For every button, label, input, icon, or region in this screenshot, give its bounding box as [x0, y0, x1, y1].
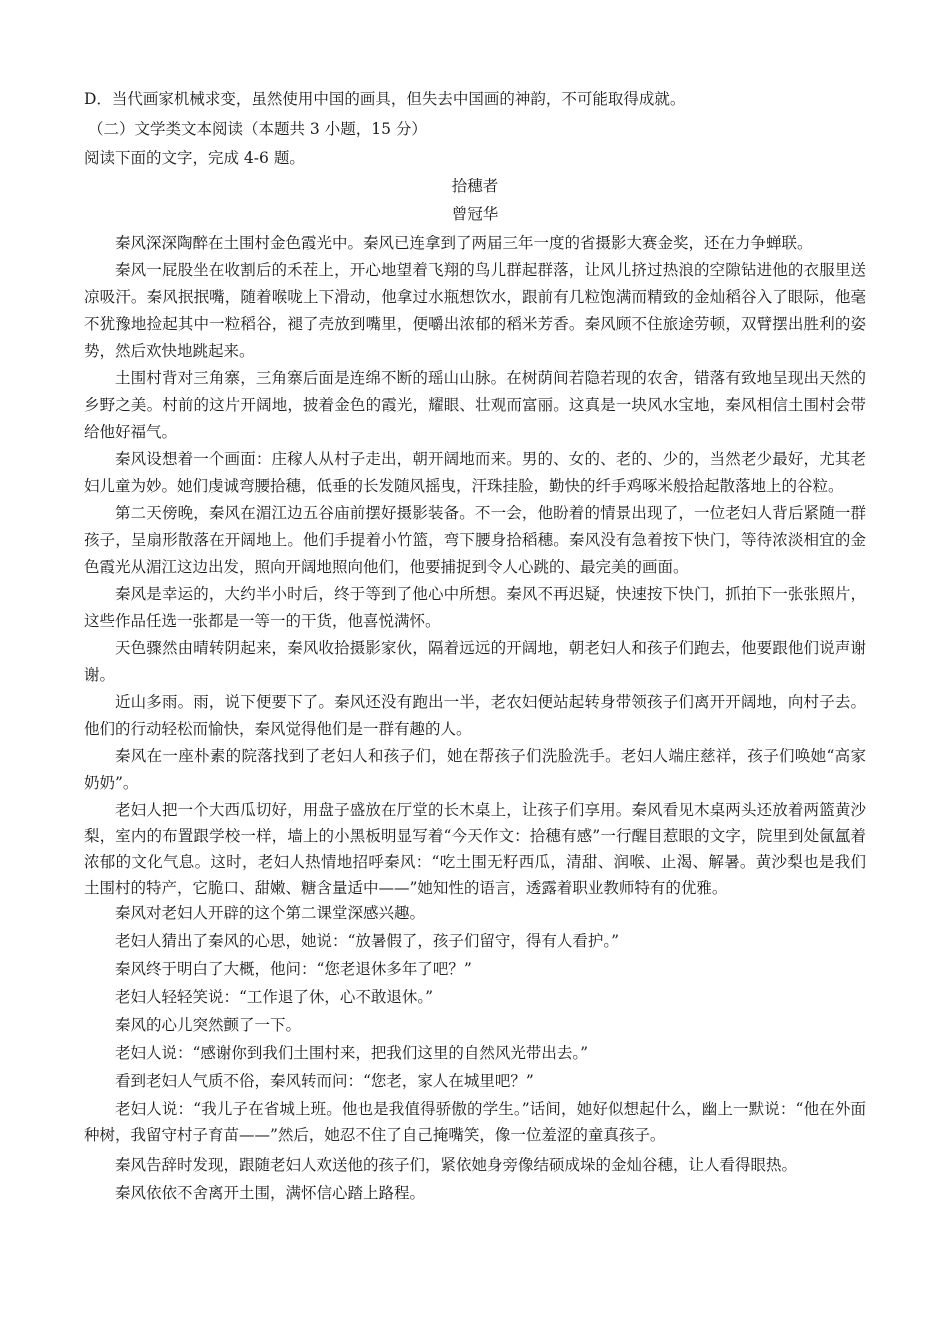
section-heading: （二）文学类文本阅读（本题共 3 小题，15 分） — [88, 120, 427, 138]
paragraph-block — [84, 257, 866, 365]
paragraph: 近山多雨。雨，说下便要下了。秦风还没有跑出一半，老农妇便站起转身带领孩子们离开开阔地，向村子去。他们的行动轻松而愉快，秦风觉得他们是一群有趣的人。 — [84, 693, 866, 738]
paragraph: 第二天傍晚，秦风在湄江边五谷庙前摆好摄影装备。不一会，他盼着的情景出现了，一位老妇人背后紧随一群孩子，呈扇形散落在开阔地上。他们手提着小竹篮，弯下腰身拾稻穗。秦风没有急着按下快门，等待浓淡相宜的金色霞光从湄江这边出发，照向开阔地照向他们，他要捕捉到令人心跳的、最完美的画面。 — [84, 504, 866, 576]
paragraph: 老妇人说：“感谢你到我们土围村来，把我们这里的自然风光带出去。” — [115, 1044, 589, 1062]
paragraph: 秦风的心儿突然颤了一下。 — [115, 1016, 302, 1034]
paragraph-block — [84, 1068, 866, 1094]
paragraph-block — [84, 984, 866, 1010]
paragraph: 秦风一屁股坐在收割后的禾茬上，开心地望着飞翔的鸟儿群起群落，让风儿挤过热浪的空隙钻进他的衣服里送凉吸汗。秦风抿抿嘴，随着喉咙上下滑动，他拿过水瓶想饮水，跟前有几粒饱满而精致的金灿稻谷入了眼际，他毫不犹豫地捡起其中一粒稻谷，褪了壳放到嘴里，便嚼出浓郁的稻米芳香。秦风顾不住旅途劳顿，双臂摆出胜利的姿势，然后欢快地跳起来。 — [84, 261, 866, 360]
paragraph: 秦风终于明白了大概，他问：“您老退休多年了吧？” — [115, 960, 472, 978]
paragraph: 秦风在一座朴素的院落找到了老妇人和孩子们，她在帮孩子们洗脸洗手。老妇人端庄慈祥，孩子们唤她“高家奶奶”。 — [84, 747, 866, 792]
paragraph: 秦风依依不舍离开土围，满怀信心踏上路程。 — [115, 1184, 426, 1202]
paragraph-block — [84, 900, 866, 926]
paragraph: 老妇人把一个大西瓜切好，用盘子盛放在厅堂的长木桌上，让孩子们享用。秦风看见木桌两头还放着两篮黄沙梨，室内的布置跟学校一样，墙上的小黑板明显写着“今天作文：拾穗有感”一行醒目惹眼的文字，院里到处氤氲着浓郁的文化气息。这时，老妇人热情地招呼秦风：“吃土围无籽西瓜，清甜、润喉、止渴、解暑。黄沙梨也是我们土围村的特产，它脆口、甜嫩、糖含量适中——”她知性的语言，透露着职业教师特有的优雅。 — [84, 801, 866, 897]
paragraph-block — [84, 446, 866, 500]
paragraph: 老妇人轻轻笑说：“工作退了休，心不敢退休。” — [115, 988, 434, 1006]
paragraph: 老妇人说：“我儿子在省城上班。他也是我值得骄傲的学生。”话间，她好似想起什么，幽上一默说：“他在外面种树，我留守村子育苗——”然后，她忍不住了自己掩嘴笑，像一位羞涩的童真孩子。 — [84, 1100, 866, 1144]
paragraph-block — [84, 1152, 866, 1178]
reading-instruction: 阅读下面的文字，完成 4-6 题。 — [84, 149, 305, 167]
paragraph-block — [84, 365, 866, 446]
paragraph-block — [84, 1040, 866, 1066]
paragraph-block — [84, 797, 866, 901]
paragraph-block — [84, 500, 866, 581]
paragraph-block — [84, 635, 866, 689]
paragraph-block — [84, 1012, 866, 1038]
paragraph: 土围村背对三角寨，三角寨后面是连绵不断的瑶山山脉。在树荫间若隐若现的农舍，错落有致地呈现出天然的乡野之美。村前的这片开阔地，披着金色的霞光，耀眼、壮观而富丽。这真是一块风水宝地，秦风相信土围村会带给他好福气。 — [84, 369, 866, 441]
paragraph-block — [84, 1180, 866, 1206]
paragraph: 秦风深深陶醉在土围村金色霞光中。秦风已连拿到了两届三年一度的省摄影大赛金奖，还在力争蝉联。 — [115, 234, 813, 252]
paragraph: 看到老妇人气质不俗，秦风转而问：“您老，家人在城里吧？” — [115, 1072, 534, 1090]
paragraph-block — [84, 581, 866, 635]
paragraph: 秦风告辞时发现，跟随老妇人欢送他的孩子们，紧依她身旁像结硕成垛的金灿谷穗，让人看得眼热。 — [115, 1156, 798, 1174]
article-body — [84, 230, 866, 257]
paragraph: 天色骤然由晴转阴起来，秦风收拾摄影家伙，隔着远远的开阔地，朝老妇人和孩子们跑去，他要跟他们说声谢谢。 — [84, 639, 866, 684]
article-title: 拾穗者 — [451, 177, 499, 195]
option-d-line: D．当代画家机械求变，虽然使用中国的画具，但失去中国画的神韵，不可能取得成就。 — [84, 90, 686, 108]
paragraph: 秦风是幸运的，大约半小时后，终于等到了他心中所想。秦风不再迟疑，快速按下快门，抓拍下一张张照片，这些作品任选一张都是一等一的干货，他喜悦满怀。 — [84, 585, 866, 630]
paragraph: 老妇人猜出了秦风的心思，她说：“放暑假了，孩子们留守，得有人看护。” — [115, 932, 620, 950]
paragraph: 秦风设想着一个画面：庄稼人从村子走出，朝开阔地而来。男的、女的、老的、少的，当然老少最好，尤其老妇儿童为妙。她们虔诚弯腰拾穗，低垂的长发随风摇曳，汗珠挂脸，勤快的纤手鸡啄米般拾起散落地上的谷粒。 — [84, 450, 866, 495]
article-author: 曾冠华 — [451, 205, 499, 223]
paragraph-block — [84, 956, 866, 982]
paragraph-block — [84, 928, 866, 954]
paragraph-block — [84, 1096, 866, 1148]
paragraph: 秦风对老妇人开辟的这个第二课堂深感兴趣。 — [115, 904, 426, 922]
paragraph-block — [84, 743, 866, 797]
paragraph-block — [84, 689, 866, 743]
